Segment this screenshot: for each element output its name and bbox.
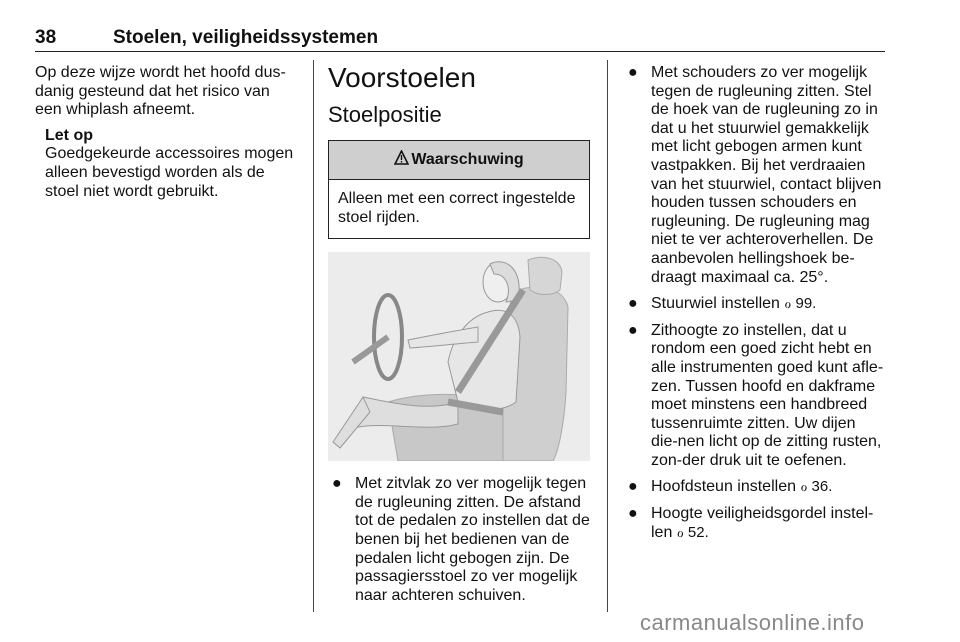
page-reference-link[interactable]: ℴ 36. [800, 478, 833, 496]
list-item [624, 64, 886, 287]
bullet-icon: ● [628, 64, 638, 81]
section-title: Stoelen, veiligheidssystemen [113, 27, 379, 48]
list-item-text: Met zitvlak zo ver mogelijk tegen de rugleuning zitten. De afstand tot de pedalen zo instellen dat de benen bij het bedienen van de pedalen licht gebogen zijn. De passagiersstoel zo ver mogelijk naar achteren schuiven. [355, 475, 590, 604]
intro-paragraph: Op deze wijze wordt het hoofd dus-danig gesteund dat het risico van een whiplash afneemt. [35, 64, 286, 119]
list-item [624, 322, 886, 471]
list-item-text: Hoogte veiligheidsgordel instel-len [651, 505, 874, 541]
warning-title: Waarschuwing [411, 150, 524, 168]
warning-text: Alleen met een correct ingestelde stoel rijden. [338, 190, 576, 226]
list-item [624, 295, 886, 314]
bullet-icon: ● [628, 321, 638, 339]
bullet-icon: ● [628, 478, 638, 496]
bullet-icon: ● [628, 295, 638, 313]
note-label: Let op [45, 126, 93, 144]
bullet-list-middle [328, 475, 590, 605]
list-item-text: Met schouders zo ver mogelijk tegen de rugleuning zitten. Stel de hoek van de rugleuning zo in dat u het stuurwiel gemakkelijk met licht gebogen armen kunt vastpakken. Bij het verdraaien van het stuurwiel, contact blijven houden tussen schouders en rugleuning. De rugleuning mag niet te ver achteroverhellen. De aanbevolen hellingshoek be-draagt maximaal ca. 25°. [651, 64, 882, 286]
bullet-icon: ● [332, 475, 342, 493]
bullet-icon: ● [628, 505, 638, 523]
column-left [35, 64, 300, 201]
warning-box [328, 140, 590, 239]
column-right [624, 64, 886, 550]
list-item [328, 475, 590, 605]
list-item-text: Zithoogte zo instellen, dat u rondom een goed zicht hebt en alle instrumenten goed kunt afle-zen. Tussen hoofd en dakframe moet minstens een handbreed tussenruimte zitten. Uw dijen die-nen licht op de zitting rusten, zon-der druk uit te oefenen. [651, 321, 884, 469]
note-block [45, 127, 300, 201]
column-divider [313, 60, 314, 612]
seat-position-illustration [328, 252, 590, 461]
page-header [35, 27, 885, 52]
column-middle [328, 64, 590, 613]
list-item-text: Hoofdsteun instellen [651, 478, 796, 496]
watermark: carmanualsonline.info [640, 610, 865, 635]
page-reference-link[interactable]: ℴ 52. [676, 523, 709, 541]
column-divider [607, 60, 608, 612]
list-item [624, 505, 886, 542]
warning-triangle-icon [394, 150, 409, 171]
heading-voorstoelen: Voorstoelen [328, 62, 476, 93]
list-item [624, 478, 886, 497]
bullet-list-right [624, 64, 886, 542]
list-item-text: Stuurwiel instellen [651, 295, 780, 313]
subheading-stoelpositie: Stoelpositie [328, 102, 442, 127]
note-text: Goedgekeurde accessoires mogen alleen bevestigd worden als de stoel niet wordt gebruikt. [45, 145, 294, 200]
page-reference-link[interactable]: ℴ 99. [784, 295, 817, 313]
page-number: 38 [35, 27, 57, 48]
warning-header [329, 141, 589, 180]
